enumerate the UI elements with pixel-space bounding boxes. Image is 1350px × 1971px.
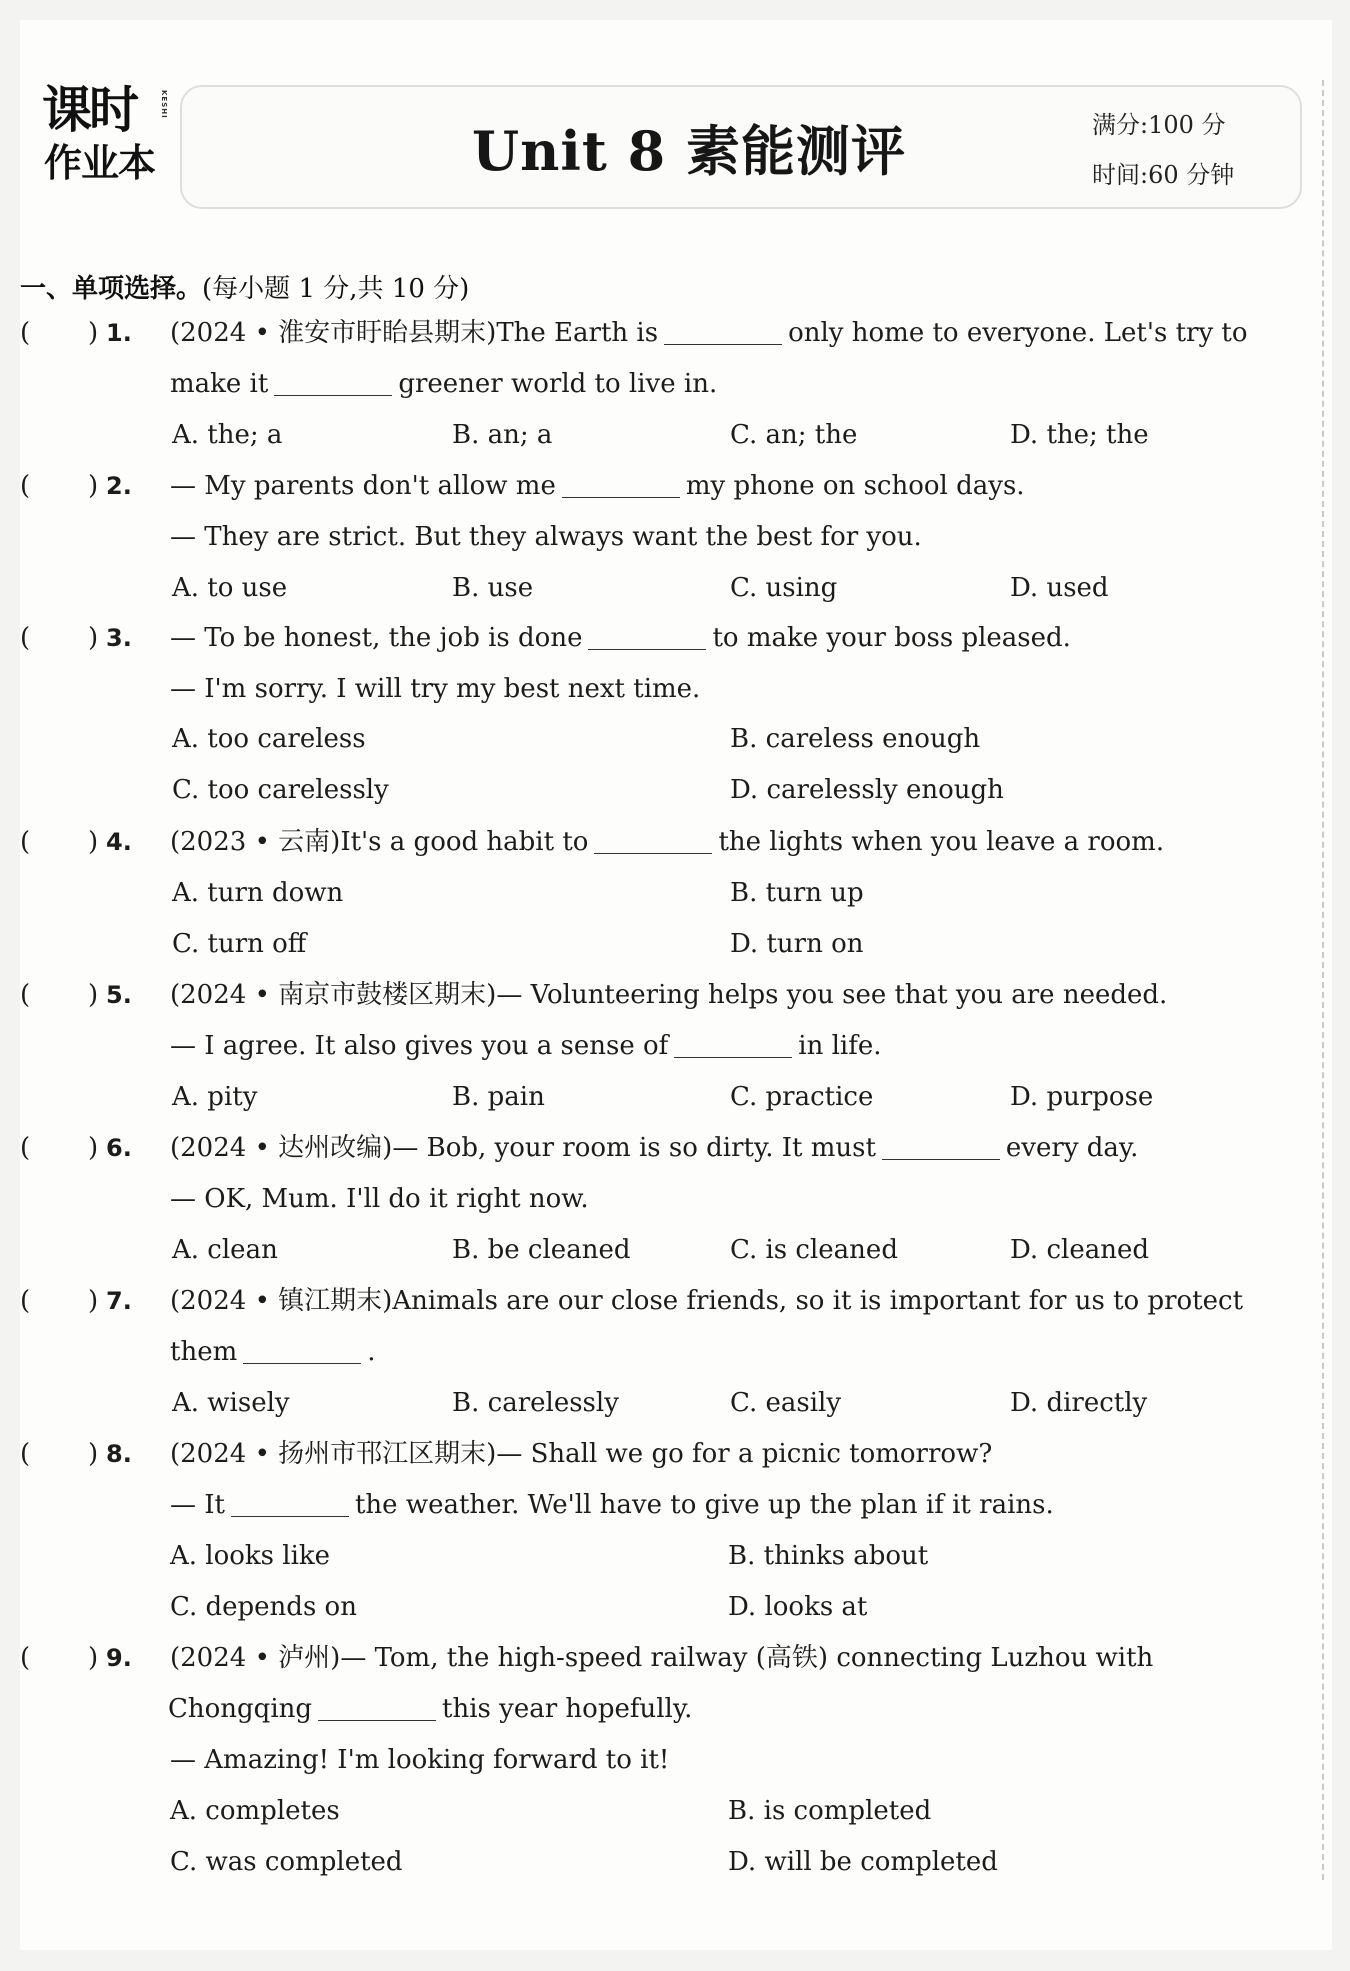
full-score: 满分:100 分: [1092, 111, 1226, 139]
stem-text: — I agree. It also gives you a sense of: [170, 1031, 669, 1061]
stem-text: — To be honest, the job is done: [170, 623, 583, 653]
section-note: (每小题 1 分,共 10 分): [202, 274, 470, 304]
answer-blank[interactable]: [664, 320, 782, 345]
answer-blank[interactable]: [882, 1135, 1000, 1160]
section-heading: [20, 268, 469, 305]
option-c[interactable]: C. was completed: [170, 1847, 403, 1877]
option-c[interactable]: C. turn off: [172, 929, 307, 959]
answer-paren-close: ): [88, 318, 99, 348]
question-number: 9.: [106, 1644, 132, 1672]
stem-text: my phone on school days.: [685, 471, 1025, 501]
answer-blank[interactable]: [594, 829, 712, 854]
stem-text: make it: [170, 369, 269, 399]
answer-paren-close: ): [88, 471, 99, 501]
answer-paren-close: ): [88, 623, 99, 653]
answer-blank[interactable]: [231, 1492, 349, 1517]
option-a[interactable]: A. completes: [170, 1796, 340, 1826]
question-stem-line2: — OK, Mum. I'll do it right now.: [170, 1184, 589, 1214]
answer-blank[interactable]: [562, 473, 680, 498]
question-stem-line2: — They are strict. But they always want the best for you.: [170, 522, 922, 552]
question-stem-line1: (2024 • 镇江期末)Animals are our close friends, so it is important for us to protect: [170, 1286, 1244, 1316]
question-number: 5.: [106, 981, 132, 1009]
answer-paren-open[interactable]: (: [20, 471, 31, 501]
option-b[interactable]: B. careless enough: [730, 724, 981, 754]
question-number: 6.: [106, 1134, 132, 1162]
answer-paren-open[interactable]: (: [20, 1439, 31, 1469]
title-box: [180, 85, 1302, 209]
option-c[interactable]: C. practice: [730, 1082, 874, 1112]
option-a[interactable]: A. looks like: [170, 1541, 331, 1571]
option-a[interactable]: A. turn down: [172, 878, 344, 908]
option-d[interactable]: D. used: [1010, 573, 1109, 603]
question-stem-line1: [170, 316, 1248, 350]
question-stem-line2: — I'm sorry. I will try my best next time.: [170, 674, 701, 704]
answer-paren-close: ): [88, 1286, 99, 1316]
option-a[interactable]: A. the; a: [172, 420, 283, 450]
question-number: 1.: [106, 319, 132, 347]
question-number: 8.: [106, 1440, 132, 1468]
option-d[interactable]: D. the; the: [1010, 420, 1149, 450]
question-stem-line1: (2024 • 扬州市邗江区期末)— Shall we go for a picnic tomorrow?: [170, 1439, 993, 1469]
option-d[interactable]: D. turn on: [730, 929, 864, 959]
stem-text: the weather. We'll have to give up the plan if it rains.: [354, 1490, 1054, 1520]
option-b[interactable]: B. turn up: [730, 878, 864, 908]
stem-text: to make your boss pleased.: [712, 623, 1071, 653]
option-a[interactable]: A. to use: [172, 573, 288, 603]
answer-paren-open[interactable]: (: [20, 980, 31, 1010]
answer-paren-close: ): [88, 827, 99, 857]
question-stem-line1: [170, 825, 1164, 859]
answer-blank[interactable]: [243, 1339, 361, 1364]
question-stem-line2: [170, 367, 717, 401]
stem-text: — My parents don't allow me: [170, 471, 556, 501]
answer-paren-close: ): [88, 1643, 99, 1673]
option-c[interactable]: C. too carelessly: [172, 775, 389, 805]
answer-blank[interactable]: [674, 1033, 792, 1058]
option-c[interactable]: C. an; the: [730, 420, 858, 450]
option-d[interactable]: D. will be completed: [728, 1847, 998, 1877]
answer-paren-open[interactable]: (: [20, 827, 31, 857]
question-stem-line2: [170, 1335, 376, 1369]
section-number: 一、: [20, 274, 73, 304]
stem-text: (2023 • 云南)It's a good habit to: [170, 827, 589, 857]
option-b[interactable]: B. be cleaned: [452, 1235, 631, 1265]
option-b[interactable]: B. pain: [452, 1082, 545, 1112]
option-d[interactable]: D. purpose: [1010, 1082, 1154, 1112]
option-d[interactable]: D. directly: [1010, 1388, 1148, 1418]
option-a[interactable]: A. wisely: [172, 1388, 290, 1418]
logo-pinyin: KESHI: [160, 90, 168, 119]
option-c[interactable]: C. depends on: [170, 1592, 357, 1622]
option-d[interactable]: D. cleaned: [1010, 1235, 1149, 1265]
answer-paren-close: ): [88, 1439, 99, 1469]
answer-blank[interactable]: [274, 371, 392, 396]
logo-line-2: 作业本: [44, 141, 156, 185]
question-number: 3.: [106, 624, 132, 652]
option-d[interactable]: D. carelessly enough: [730, 775, 1004, 805]
option-c[interactable]: C. is cleaned: [730, 1235, 898, 1265]
stem-text: in life.: [798, 1031, 882, 1061]
answer-paren-open[interactable]: (: [20, 1133, 31, 1163]
stem-text: every day.: [1005, 1133, 1139, 1163]
logo-line-1: 课时: [42, 81, 136, 139]
stem-text: the lights when you leave a room.: [718, 827, 1165, 857]
question-stem-line1: [170, 1131, 1138, 1165]
option-a[interactable]: A. too careless: [172, 724, 366, 754]
stem-text: greener world to live in.: [398, 369, 718, 399]
option-d[interactable]: D. looks at: [728, 1592, 868, 1622]
answer-paren-close: ): [88, 1133, 99, 1163]
option-c[interactable]: C. easily: [730, 1388, 842, 1418]
question-stem-line2: [168, 1692, 692, 1726]
answer-paren-open[interactable]: (: [20, 623, 31, 653]
page-edge-dashed-line: [1322, 80, 1324, 1880]
option-b[interactable]: B. carelessly: [452, 1388, 619, 1418]
question-number: 7.: [106, 1287, 132, 1315]
answer-paren-open[interactable]: (: [20, 1643, 31, 1673]
question-stem-line2: [170, 1029, 881, 1063]
option-c[interactable]: C. using: [730, 573, 838, 603]
option-a[interactable]: A. clean: [172, 1235, 278, 1265]
question-stem-line1: [170, 621, 1071, 655]
option-b[interactable]: B. use: [452, 573, 534, 603]
question-number: 4.: [106, 828, 132, 856]
stem-text: .: [367, 1337, 376, 1367]
option-b[interactable]: B. is completed: [728, 1796, 932, 1826]
stem-text: only home to everyone. Let's try to: [788, 318, 1248, 348]
option-a[interactable]: A. pity: [172, 1082, 258, 1112]
question-stem-line1: (2024 • 泸州)— Tom, the high-speed railway (高铁) connecting Luzhou with: [170, 1643, 1154, 1673]
stem-text: Chongqing: [168, 1694, 313, 1724]
question-stem-line1: [170, 469, 1025, 503]
stem-text: (2024 • 达州改编)— Bob, your room is so dirty. It must: [170, 1133, 876, 1163]
stem-text: them: [170, 1337, 238, 1367]
option-b[interactable]: B. an; a: [452, 420, 553, 450]
question-stem-line1: (2024 • 南京市鼓楼区期末)— Volunteering helps you see that you are needed.: [170, 980, 1168, 1010]
stem-text: — It: [170, 1490, 225, 1520]
page-title: Unit 8 素能测评: [472, 119, 906, 183]
publisher-logo: [42, 80, 172, 200]
stem-text: (2024 • 淮安市盱眙县期末)The Earth is: [170, 318, 659, 348]
question-stem-line3: — Amazing! I'm looking forward to it!: [170, 1745, 670, 1775]
section-title: 单项选择。: [72, 274, 203, 304]
answer-paren-close: ): [88, 980, 99, 1010]
answer-blank[interactable]: [588, 625, 706, 650]
question-stem-line2: [170, 1488, 1054, 1522]
option-b[interactable]: B. thinks about: [728, 1541, 929, 1571]
answer-paren-open[interactable]: (: [20, 1286, 31, 1316]
stem-text: this year hopefully.: [442, 1694, 693, 1724]
answer-blank[interactable]: [318, 1696, 436, 1721]
question-number: 2.: [106, 472, 132, 500]
time-limit: 时间:60 分钟: [1092, 161, 1235, 189]
answer-paren-open[interactable]: (: [20, 318, 31, 348]
